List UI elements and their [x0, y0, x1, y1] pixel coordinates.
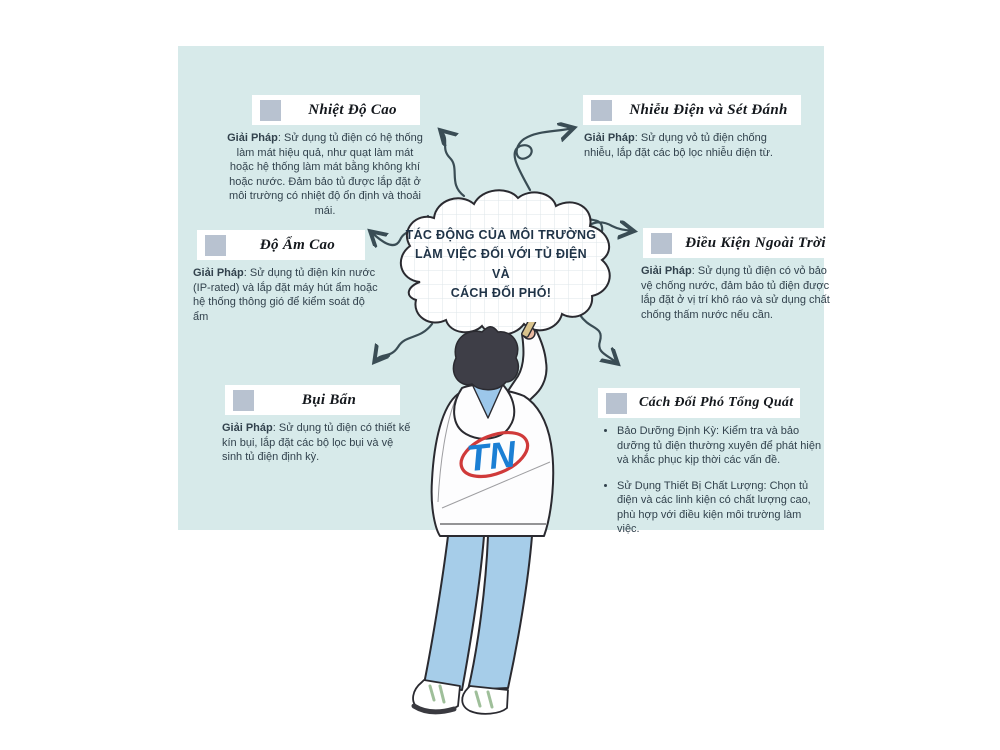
solution-label: Giải Pháp — [222, 422, 273, 434]
section-marker-icon — [260, 100, 281, 121]
section-header-nhieu-dien — [583, 95, 801, 125]
tn-logo-text: TN — [464, 433, 518, 480]
section-title: Điều Kiện Ngoài Trời — [685, 234, 826, 251]
person-hair — [453, 327, 518, 390]
cloud-title-line: TÁC ĐỘNG CỦA MÔI TRƯỜNG — [405, 228, 597, 242]
solution-label: Giải Pháp — [227, 132, 278, 144]
person-illustration — [410, 322, 580, 727]
cloud-title-line: LÀM VIỆC ĐỐI VỚI TỦ ĐIỆN — [414, 247, 588, 262]
section-body-nhieu-dien — [584, 131, 798, 160]
section-marker-icon — [651, 233, 672, 254]
section-marker-icon — [606, 393, 627, 414]
section-header-do-am-cao — [197, 230, 365, 260]
section-title: Độ Ẩm Cao — [259, 236, 336, 253]
solution-label: Giải Pháp — [641, 265, 692, 277]
solution-text: : Sử dụng tủ điện kín nước (IP-rated) và lắp đặt máy hút ẩm hoặc hệ thống thông gió để kiểm soát độ ẩm — [193, 267, 378, 323]
solution-list-item: • Sử Dụng Thiết Bị Chất Lượng: Chọn tủ điện và các linh kiện có chất lượng cao, phù hợp với điều kiện môi trường làm việc. — [617, 479, 826, 537]
solution-label: Giải Pháp — [193, 267, 244, 279]
section-title: Nhiệt Độ Cao — [308, 101, 397, 118]
solution-label: Giải Pháp — [584, 132, 635, 144]
section-body-bui-ban — [222, 421, 414, 465]
section-header-dieu-kien — [643, 228, 835, 258]
solution-list — [602, 424, 826, 537]
section-title: Bụi Bẩn — [301, 391, 357, 408]
solution-text: : Sử dụng vỏ tủ điện chống nhiễu, lắp đặt các bộ lọc nhiễu điện từ. — [584, 132, 773, 159]
section-body-dieu-kien — [641, 264, 837, 322]
section-marker-icon — [233, 390, 254, 411]
section-header-cach-doi-pho — [598, 388, 800, 418]
section-header-bui-ban — [225, 385, 400, 415]
section-header-nhiet-do-cao — [252, 95, 420, 125]
section-marker-icon — [591, 100, 612, 121]
section-marker-icon — [205, 235, 226, 256]
cloud-title — [398, 226, 604, 304]
section-title: Nhiễu Điện và Sét Đánh — [629, 101, 788, 118]
cloud-title-line: CÁCH ĐỐI PHÓ! — [450, 286, 552, 301]
section-body-cach-doi-pho — [602, 424, 826, 548]
solution-text: : Sử dụng tủ điện có hệ thống làm mát hiệu quả, như quạt làm mát hoặc hệ thống làm mát bằng không khí hoặc nước. Đảm bảo tủ được lắp đặt ở môi trường có nhiệt độ ổn định và thoải mái. — [229, 132, 423, 217]
solution-text: : Sử dụng tủ điện có thiết kế kín bụi, lắp đặt các bộ lọc bụi và vệ sinh tủ điện định kỳ. — [222, 422, 411, 464]
solution-list-item: • Bảo Dưỡng Định Kỳ: Kiểm tra và bảo dưỡng tủ điện thường xuyên để phát hiện và khắc phục kịp thời các vấn đề. — [617, 424, 826, 468]
section-body-do-am-cao — [193, 266, 379, 324]
section-title: Cách Đối Phó Tổng Quát — [639, 395, 794, 410]
cloud-title-line: VÀ — [492, 266, 510, 281]
solution-text: : Sử dụng tủ điện có vỏ bảo vệ chống nước, đảm bảo tủ điện được lắp đặt ở vị trí khô ráo và sử dụng chất chống thấm nước nếu cần. — [641, 265, 830, 321]
person-shoe-right — [462, 686, 508, 714]
